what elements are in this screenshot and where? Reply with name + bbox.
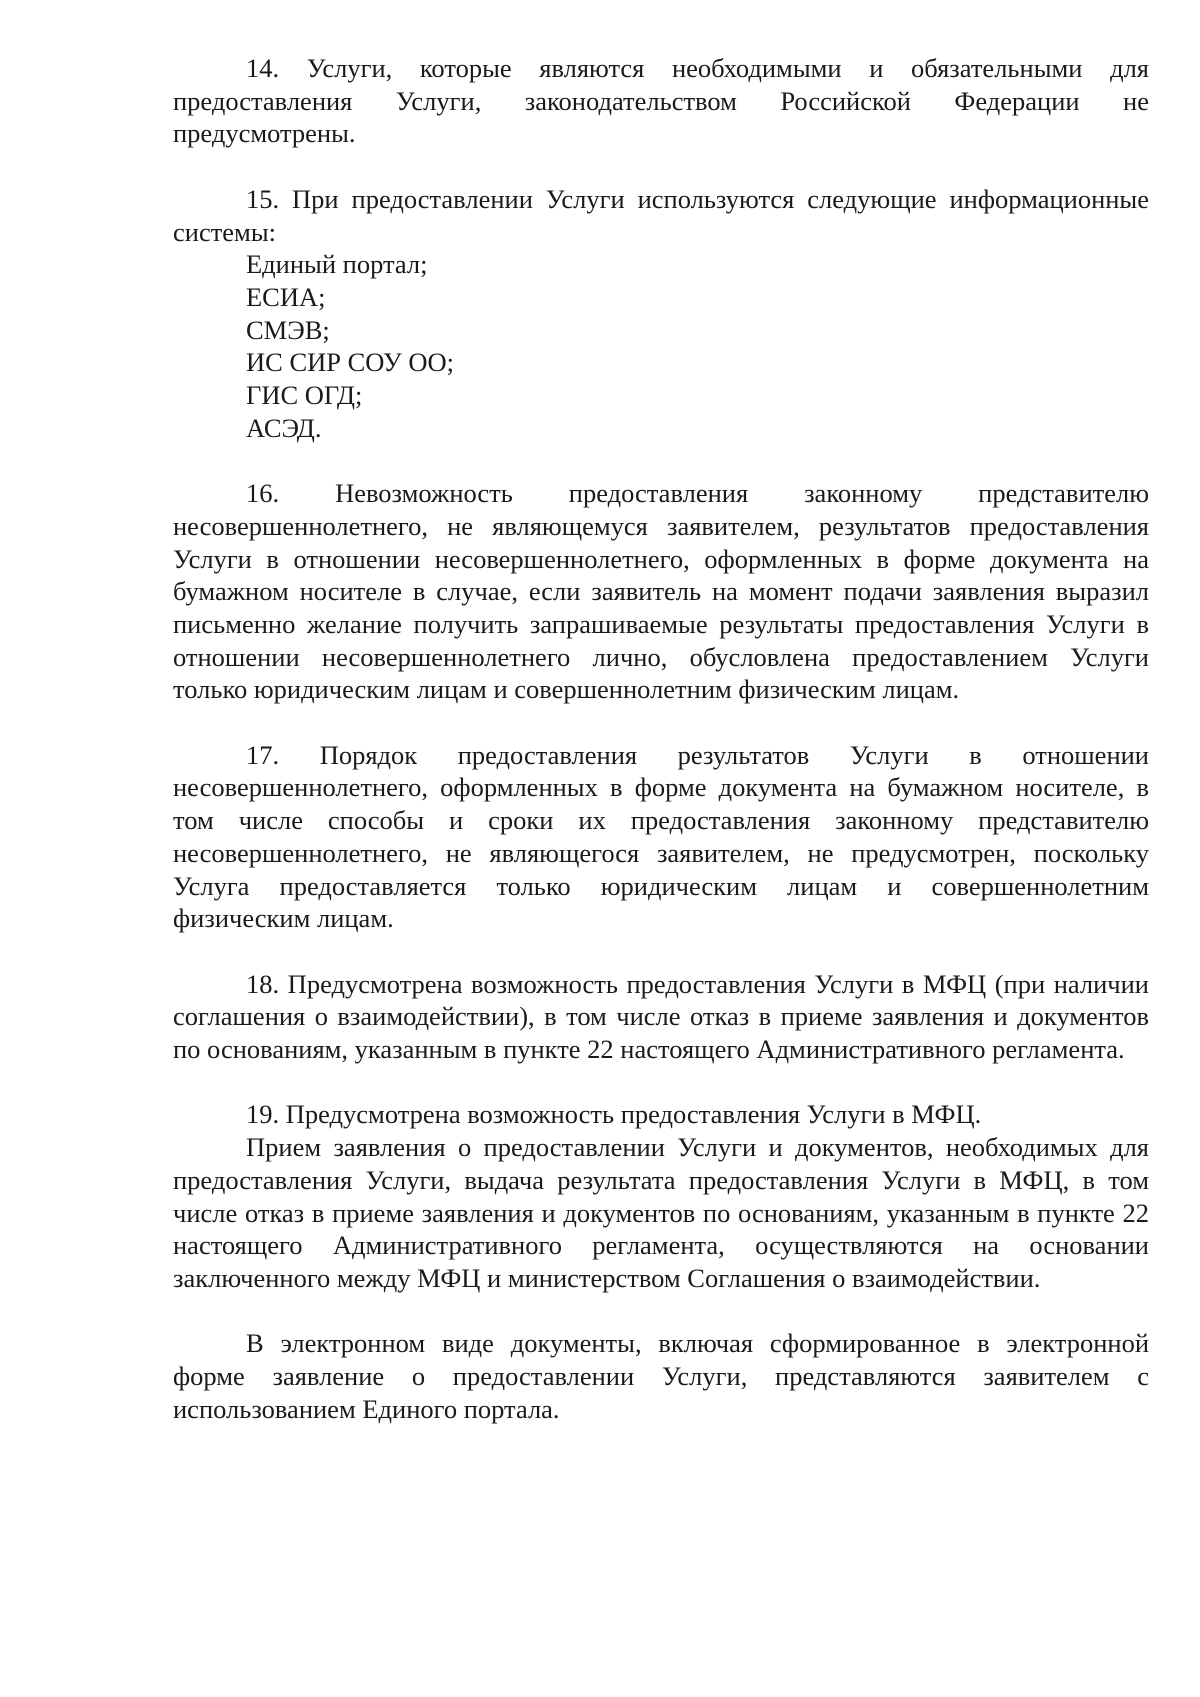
paragraph-15: 15. При предоставлении Услуги используются следующие информационные системы: — [173, 183, 1149, 247]
list-item: СМЭВ; — [246, 314, 330, 345]
paragraph-gap — [173, 444, 1149, 477]
paragraph-gap — [173, 1295, 1149, 1328]
paragraph-electronic-submission: В электронном виде документы, включая сформированное в электронной форме заявление о предоставлении Услуги, представляются заявителем с использованием Единого портала. — [173, 1328, 1149, 1424]
paragraph-14: 14. Услуги, которые являются необходимыми и обязательными для предоставления Услуги, законодательством Российской Федерации не предусмотрены. — [173, 53, 1149, 149]
list-item: ЕСИА; — [246, 281, 326, 312]
paragraph-19: 19. Предусмотрена возможность предоставления Услуги в МФЦ. — [246, 1099, 982, 1130]
paragraph-19-continuation: Прием заявления о предоставлении Услуги и документов, необходимых для предоставления Услуги, выдача результата предоставления Услуги в МФЦ, в том числе отказ в приеме заявления и документов по основаниям, указанным в пункте 22 настоящего Административного регламента, осуществляются на основании заключенного между МФЦ и министерством Соглашения о взаимодействии. — [173, 1132, 1149, 1293]
paragraph-gap — [173, 1066, 1149, 1099]
list-item: АСЭД. — [246, 412, 322, 443]
paragraph-gap — [173, 935, 1149, 968]
paragraph-16: 16. Невозможность предоставления законному представителю несовершеннолетнего, не являющемуся заявителем, результатов предоставления Услуги в отношении несовершеннолетнего, оформленных в форме документа на бумажном носителе в случае, если заявитель на момент подачи заявления выразил письменно желание получить запрашиваемые результаты предоставления Услуги в отношении несовершеннолетнего лично, обусловлена предоставлением Услуги только юридическим лицам и совершеннолетним физическим лицам. — [173, 478, 1149, 705]
list-item: Единый портал; — [246, 249, 428, 280]
list-item: ГИС ОГД; — [246, 380, 363, 411]
list-item: ИС СИР СОУ ОО; — [246, 347, 454, 378]
paragraph-gap — [173, 150, 1149, 183]
paragraph-17: 17. Порядок предоставления результатов Услуги в отношении несовершеннолетнего, оформленных в форме документа на бумажном носителе, в том числе способы и сроки их предоставления законному представителю несовершеннолетнего, не являющегося заявителем, не предусмотрен, поскольку Услуга предоставляется только юридическим лицам и совершеннолетним физическим лицам. — [173, 739, 1149, 934]
document-page — [173, 52, 1149, 1425]
paragraph-18: 18. Предусмотрена возможность предоставления Услуги в МФЦ (при наличии соглашения о взаимодействии), в том числе отказ в приеме заявления и документов по основаниям, указанным в пункте 22 настоящего Административного регламента. — [173, 968, 1149, 1065]
information-systems-list — [173, 248, 1149, 444]
paragraph-gap — [173, 706, 1149, 739]
